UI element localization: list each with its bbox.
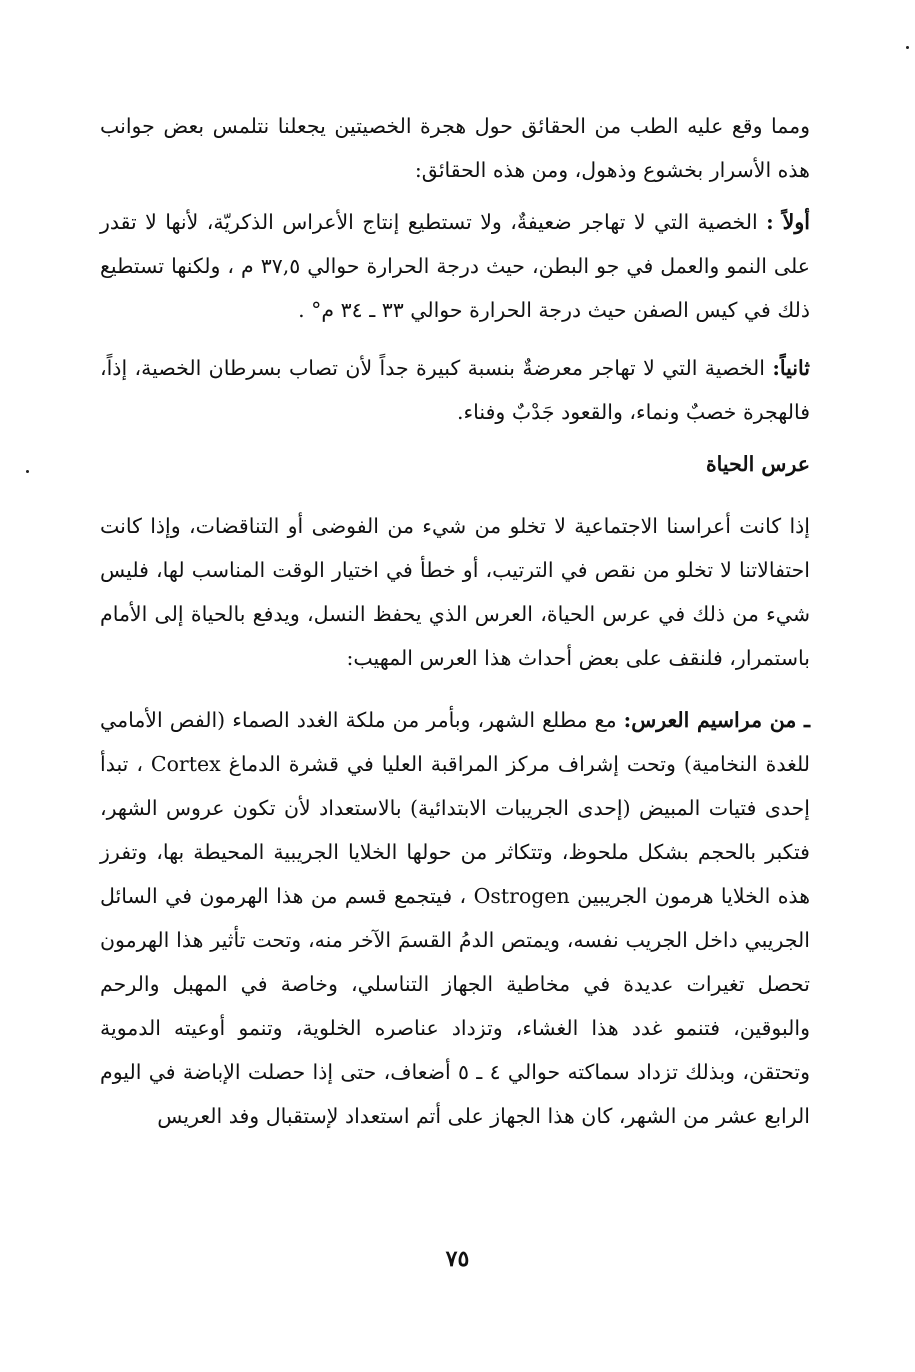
rituals-paragraph (100, 698, 810, 1138)
second-point-label: ثانياً: (772, 356, 810, 380)
rituals-label: ـ من مراسيم العرس: (623, 708, 810, 732)
wedding-paragraph: إذا كانت أعراسنا الاجتماعية لا تخلو من شيء من الفوضى أو التناقضات، وإذا كانت احتفالاتنا لا تخلو من نقص في الترتيب، أو خطأ في اختيار الوقت المناسب لها، فليس شيء من ذلك في عرس الحياة، العرس الذي يحفظ النسل، ويدفع بالحياة إلى الأمام باستمرار، فلنقف على بعض أحداث هذا العرس المهيب: (100, 514, 810, 670)
first-point-text: الخصية التي لا تهاجر ضعيفةٌ، ولا تستطيع إنتاج الأعراس الذكريّة، لأنها لا تقدر على النمو والعمل في جو البطن، حيث درجة الحرارة حوالي ٣٧,٥ م ، ولكنها تستطيع ذلك في كيس الصفن حيث درجة الحرارة حوالي ٣٣ ـ ٣٤ م° . (100, 210, 810, 322)
second-point-paragraph (100, 346, 810, 434)
page-body (100, 104, 810, 1138)
scan-speck (26, 470, 29, 473)
second-point-text: الخصية التي لا تهاجر معرضةٌ بنسبة كبيرة جداً لأن تصاب بسرطان الخصية، إذاً، فالهجرة خصبٌ ونماء، والقعود جَدْبٌ وفناء. (100, 356, 810, 424)
scan-speck (906, 46, 909, 49)
page-number: ٧٥ (445, 1246, 470, 1272)
first-point-label: أولاً : (766, 210, 810, 234)
first-point-paragraph (100, 200, 810, 332)
rituals-text: مع مطلع الشهر، وبأمر من ملكة الغدد الصماء (الفص الأمامي للغدة النخامية) وتحت إشراف مركز المراقبة العليا في قشرة الدماغ Cortex ، تبدأ إحدى فتيات المبيض (إحدى الجريبات الابتدائية) بالاستعداد لأن تكون عروس الشهر، فتكبر بالحجم بشكل ملحوظ، وتتكاثر من حولها الخلايا الجريبية المحيطة بها، وتفرز هذه الخلايا هرمون الجريبين Ostrogen ، فيتجمع قسم من هذا الهرمون في السائل الجريبي داخل الجريب نفسه، ويمتص الدمُ القسمَ الآخر منه، وتحت تأثير هذا الهرمون تحصل تغيرات عديدة في مخاطية الجهاز التناسلي، وخاصة في المهبل والرحم والبوقين، فتنمو غدد هذا الغشاء، وتزداد عناصره الخلوية، وتنمو أوعيته الدموية وتحتقن، وبذلك تزداد سماكته حوالي ٤ ـ ٥ أضعاف، حتى إذا حصلت الإباضة في اليوم الرابع عشر من الشهر، كان هذا الجهاز على أتم استعداد لإستقبال وفد العريس (100, 708, 810, 1128)
section-heading: عرس الحياة (705, 452, 810, 476)
intro-paragraph: ومما وقع عليه الطب من الحقائق حول هجرة الخصيتين يجعلنا نتلمس بعض جوانب هذه الأسرار بخشوع وذهول، ومن هذه الحقائق: (100, 114, 810, 182)
